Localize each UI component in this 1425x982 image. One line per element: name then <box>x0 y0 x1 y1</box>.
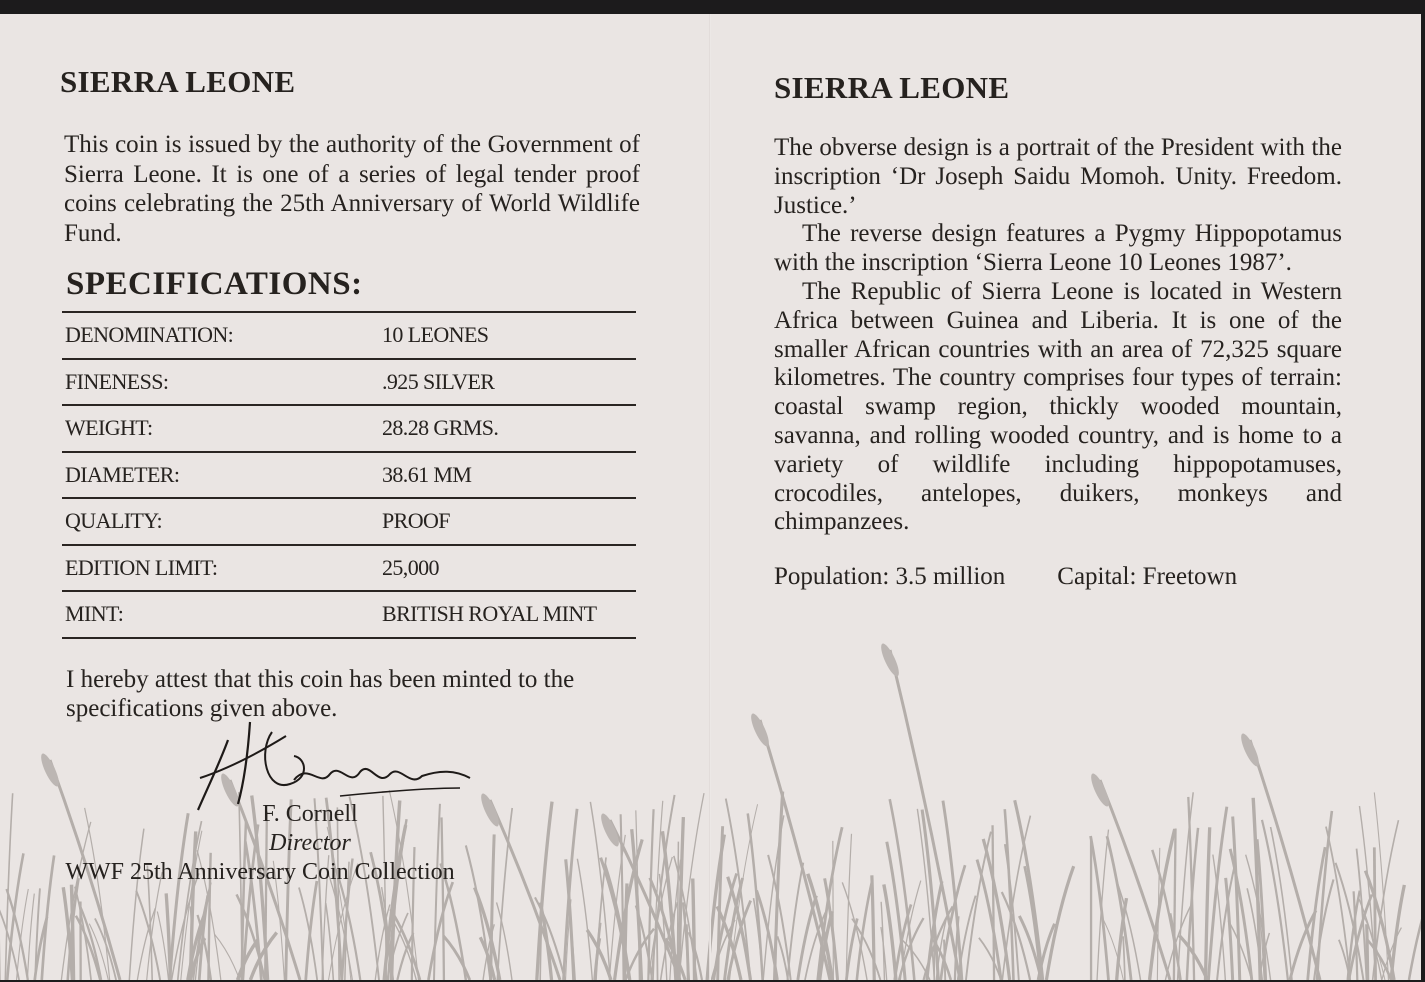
grass-seedhead <box>1088 772 1112 809</box>
right-panel <box>774 70 1342 591</box>
spec-value: PROOF <box>382 508 450 534</box>
card-fold-line <box>709 14 711 980</box>
country-facts <box>774 563 1342 591</box>
spec-value: .925 SILVER <box>382 368 495 394</box>
grass-blade <box>1326 827 1350 980</box>
spec-value: 28.28 GRMS. <box>382 415 499 441</box>
spec-label: DENOMINATION: <box>65 322 234 348</box>
capital-text: Capital: Freetown <box>1057 563 1238 591</box>
grass-blade <box>748 813 763 980</box>
grass-blade <box>540 926 541 980</box>
attestation-text: I hereby attest that this coin has been minted to the specifications given above. <box>66 665 575 722</box>
signatory-role: Director <box>269 830 351 856</box>
grass-blade <box>872 875 874 980</box>
grass-blade <box>983 839 1009 980</box>
grass-seedhead <box>748 712 772 749</box>
right-title: SIERRA LEONE <box>774 70 1010 105</box>
grass-blade <box>944 940 945 980</box>
spec-row <box>62 453 636 500</box>
grass-blade <box>1374 847 1375 980</box>
grass-seedhead <box>1238 732 1262 769</box>
grass-blade <box>1046 866 1073 980</box>
intro-text: This coin is issued by the authority of the Government of Sierra Leone. It is one of a series of legal tender proof coins celebrating the 25th Anniversary of World Wildlife Fund. <box>64 131 640 247</box>
spec-row <box>62 546 636 593</box>
grass-blade <box>686 924 688 980</box>
country-paragraph: The Republic of Sierra Leone is located in Western Africa between Guinea and Liberia. It is one of the smaller African countries with an area of 72,325 square kilometres. The country comprises four types of terrain: coastal swamp region, thickly wooded mountain, savanna, and rolling wooded country, and is home to a variety of wildlife including hippopotamuses, crocodiles, antelopes, duikers, monkeys and chimpanzees. <box>774 277 1342 536</box>
grass-seedhead <box>598 812 622 849</box>
left-title: SIERRA LEONE <box>60 64 296 99</box>
grass-blade <box>75 887 91 980</box>
spec-label: EDITION LIMIT: <box>65 554 218 580</box>
grass-blade <box>1233 816 1240 980</box>
signatory-organization: WWF 25th Anniversary Coin Collection <box>65 859 455 885</box>
grass-seedhead <box>878 642 902 679</box>
specifications-heading: SPECIFICATIONS: <box>66 266 363 302</box>
spec-row <box>62 592 636 639</box>
grass-blade <box>326 903 334 980</box>
specifications-table <box>62 311 636 639</box>
grass-blade <box>1174 829 1176 980</box>
grass-blade <box>1271 827 1292 980</box>
signatory-name: F. Cornell <box>262 801 358 827</box>
spec-label: DIAMETER: <box>65 461 180 487</box>
grass-blade <box>833 841 834 980</box>
grass-blade <box>1409 876 1421 980</box>
grass-blade <box>993 825 995 980</box>
spec-row <box>62 360 636 407</box>
grass-blade <box>1230 849 1252 980</box>
signatory-block <box>40 800 600 887</box>
reverse-paragraph: The reverse design features a Pygmy Hippopotamus with the inscription ‘Sierra Leone 10 Leones 1987’. <box>774 220 1342 277</box>
grass-blade <box>1367 924 1368 980</box>
spec-label: WEIGHT: <box>65 415 153 441</box>
left-panel <box>60 64 640 724</box>
grass-blade <box>693 879 695 980</box>
grass-blade <box>27 894 34 980</box>
grass-blade <box>621 814 624 980</box>
spec-value: 25,000 <box>382 554 439 580</box>
spec-value: 10 LEONES <box>382 322 489 348</box>
spec-row <box>62 406 636 453</box>
population-text: Population: 3.5 million <box>774 563 1006 591</box>
spec-value: BRITISH ROYAL MINT <box>382 601 597 627</box>
obverse-paragraph: The obverse design is a portrait of the President with the inscription ‘Dr Joseph Saidu Momoh. Unity. Freedom. Justice.’ <box>774 134 1342 219</box>
grass-blade <box>1123 936 1125 980</box>
spec-label: QUALITY: <box>65 508 163 534</box>
spec-row <box>62 499 636 546</box>
spec-label: FINENESS: <box>65 368 169 394</box>
spec-value: 38.61 MM <box>382 461 472 487</box>
grass-seedhead <box>38 752 62 789</box>
certificate-card <box>0 14 1421 980</box>
description-body <box>774 134 1342 537</box>
spec-label: MINT: <box>65 601 124 627</box>
spec-row <box>62 313 636 360</box>
grass-blade <box>881 902 884 980</box>
